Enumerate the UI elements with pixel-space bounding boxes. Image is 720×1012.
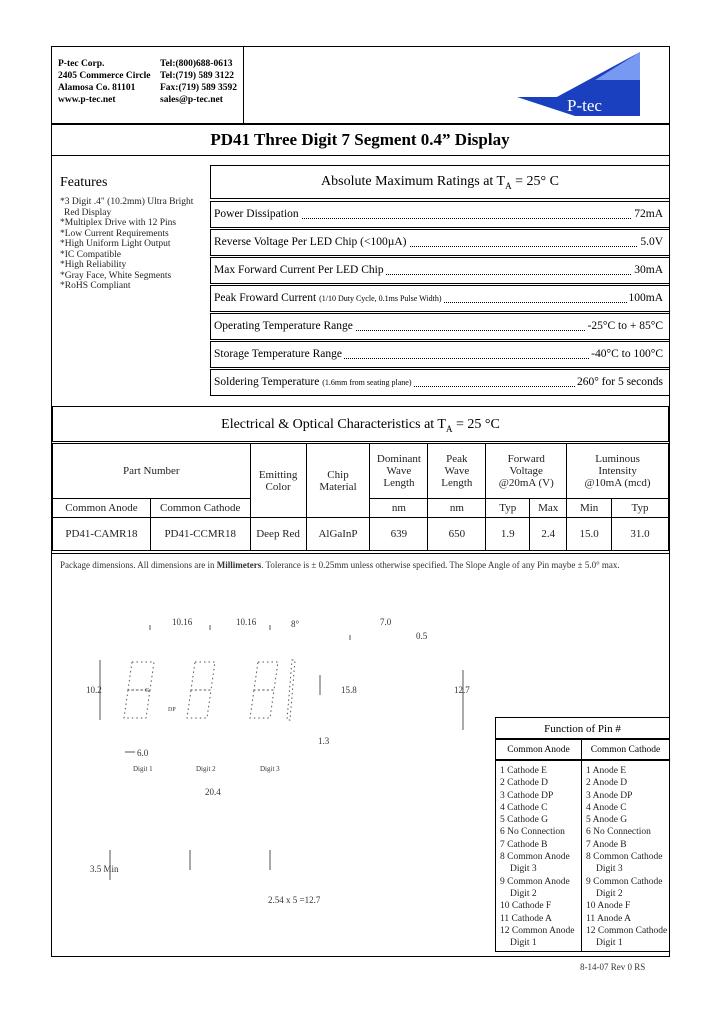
feature-item: *Gray Face, White Segments [60,270,172,281]
package-divider [51,553,670,554]
common-anode-head: Common Anode [53,499,151,518]
pin-item: 5 Anode G [586,815,628,826]
max-head: Max [530,499,567,518]
ratings-title [210,165,670,199]
logo-text: P-tec [567,96,602,115]
pin-item: 11 Anode A [586,913,632,924]
company-contact [160,58,237,106]
pin-item: 8 Common Anode [500,852,570,863]
feature-item: *IC Compatible [60,249,121,260]
rating-value: 260° for 5 seconds [576,376,663,388]
rating-label: Power Dissipation [214,208,299,220]
ptec-logo [515,50,645,120]
pin-item: 6 No Connection [500,827,565,838]
eo-title-text: Electrical & Optical Characteristics at T [221,417,446,432]
feature-item: *Multiplex Drive with 12 Pins [60,218,177,228]
header-divider [243,46,244,124]
rating-label: Max Forward Current Per LED Chip [214,264,384,276]
package-note: Package dimensions. All dimensions are in Millimeters. Tolerance is ± 0.25mm unless otherwise specified. The Slope Angle of any Pin maybe ± 5.0° max. [60,560,620,570]
forward-voltage-head: Forward Voltage @20mA (V) [486,444,567,499]
unit-nm: nm [370,499,428,518]
company-website: www.p-tec.net [58,95,116,105]
pin-item: 9 Common Cathode [586,876,663,887]
rating-value: 72mA [634,208,663,220]
chip-material-head: Chip Material [306,444,370,518]
pin-item: 12 Common Cathode [586,925,668,936]
ratings-title-text: Absolute Maximum Ratings at T [321,174,506,189]
revision-footer: 8-14-07 Rev 0 RS [580,962,646,972]
dim-10-2: 10.2 [86,685,102,695]
luminous-intensity-head: Luminous Intensity @10mA (mcd) [567,444,669,499]
pin-item: 10 Anode F [586,901,631,912]
feature-item: *Low Current Requirements [60,228,169,239]
dim-6-0: 6.0 [137,748,149,758]
pin-item: Digit 1 [596,938,623,949]
rating-label: Peak Froward Current [214,292,320,304]
contact-email: sales@p-tec.net [160,95,223,105]
rating-row-power [210,201,670,228]
dim-3-5-min: 3.5 Min [90,864,119,874]
company-address [58,58,151,106]
company-city: Alamosa Co. 81101 [58,83,136,93]
contact-tel-1: Tel:(800)688-0613 [160,59,233,69]
min-head: Min [567,499,612,518]
pin-item: 3 Cathode DP [500,790,554,801]
pin-item: 10 Cathode F [500,901,552,912]
contact-fax: Fax:(719) 589 3592 [160,83,238,93]
features-list [60,197,206,292]
eo-table [52,443,669,551]
company-name: P-tec Corp. [58,59,105,69]
rating-note: (1.6mm from seating plane) [322,378,412,387]
vf-typ: 1.9 [486,518,530,551]
page-title: PD41 Three Digit 7 Segment 0.4” Display [210,130,510,149]
rating-label: Storage Temperature Range [214,348,342,360]
rating-value: -25°C to + 85°C [587,320,663,332]
iv-min: 15.0 [567,518,612,551]
pin-item: 12 Common Anode [500,925,575,936]
pin-item: 11 Cathode A [500,913,552,924]
digit-2-label: Digit 2 [196,765,216,773]
eo-title-sub: A [445,423,453,434]
pin-cathode-head: Common Cathode [581,739,670,760]
dim-0-5: 0.5 [416,631,428,641]
vf-max: 2.4 [530,518,567,551]
feature-item: *3 Digit .4" (10.2mm) Ultra Bright [60,197,194,207]
pin-item: 2 Cathode D [500,778,549,789]
digit-3-label: Digit 3 [260,765,280,773]
pin-item: Digit 2 [596,888,623,899]
peak-wavelength: 650 [428,518,486,551]
iv-typ: 31.0 [612,518,669,551]
rating-row-soldering-temp [210,369,670,396]
part-anode: PD41-CAMR18 [53,518,151,551]
dim-10-16-b: 10.16 [236,617,257,627]
rating-row-operating-temp [210,313,670,340]
dim-15-8: 15.8 [341,685,357,695]
feature-item: *High Reliability [60,260,127,270]
pin-item: Digit 2 [510,888,537,899]
typ-head: Typ [486,499,530,518]
rating-value: -40°C to 100°C [591,348,663,360]
feature-item: *High Uniform Light Output [60,239,171,249]
dim-1-3: 1.3 [318,736,330,746]
rating-label: Reverse Voltage Per LED Chip (<100µA) [214,236,407,248]
pin-item: 4 Cathode C [500,802,548,813]
pin-item: 1 Anode E [586,766,627,776]
rating-row-storage-temp [210,341,670,368]
company-street: 2405 Commerce Circle [58,71,151,81]
rating-value: 5.0V [640,236,663,248]
contact-tel-2: Tel:(719) 589 3122 [160,71,235,81]
pin-item: Digit 1 [510,938,537,949]
rating-value: 100mA [628,292,663,304]
dim-12-7: 12.7 [454,685,470,695]
eo-title [52,406,669,442]
dim-20-4: 20.4 [205,787,221,797]
rating-label: Operating Temperature Range [214,320,353,332]
pin-item: 5 Cathode G [500,815,549,826]
pin-item: 4 Anode C [586,802,627,813]
seg-dp-label: DP [168,707,176,713]
rating-row-forward-current [210,257,670,284]
rating-row-peak-current [210,285,670,312]
pin-item: 3 Anode DP [586,790,633,801]
emitting-color-head: Emitting Color [250,444,306,518]
dim-angle: 8° [291,619,300,629]
pin-item: 9 Common Anode [500,876,570,887]
dim-7-0: 7.0 [380,617,392,627]
pin-cathode-list [581,760,670,952]
pin-anode-head: Common Anode [495,739,582,760]
ratings-title-sub: A [505,180,512,191]
dim-10-16-a: 10.16 [172,617,193,627]
rating-label: Soldering Temperature [214,376,323,388]
unit-nm: nm [428,499,486,518]
typ-head: Typ [612,499,669,518]
pin-item: 8 Common Cathode [586,852,663,863]
part-cathode: PD41-CCMR18 [150,518,250,551]
pin-function-title: Function of Pin # [495,717,670,739]
peak-wavelength-head: Peak Wave Length [428,444,486,499]
rating-value: 30mA [634,264,663,276]
pin-item: 7 Cathode B [500,839,548,850]
features-heading: Features [60,175,108,190]
pin-item: 6 No Connection [586,827,651,838]
dominant-wavelength-head: Dominant Wave Length [370,444,428,499]
part-number-head: Part Number [53,444,251,499]
ratings-title-temp: = 25° C [511,174,559,189]
pin-anode-list [495,760,582,952]
pin-item: Digit 3 [510,864,537,875]
pin-item: 7 Anode B [586,839,627,850]
digit-1-label: Digit 1 [133,765,153,773]
dim-pin-pitch: 2.54 x 5 =12.7 [268,895,321,905]
pin-item: Digit 3 [596,864,623,875]
rating-note: (1/10 Duty Cycle, 0.1ms Pulse Width) [319,294,442,303]
chip-material: AlGaInP [306,518,370,551]
seg-g-label: G [145,688,150,694]
pin-item: 1 Cathode E [500,766,547,776]
dominant-wavelength: 639 [370,518,428,551]
rating-row-reverse-voltage [210,229,670,256]
feature-item: Red Display [64,207,112,218]
eo-title-temp: = 25 °C [452,417,500,432]
emitting-color: Deep Red [250,518,306,551]
pin-item: 2 Anode D [586,778,628,789]
feature-item: *RoHS Compliant [60,281,131,291]
common-cathode-head: Common Cathode [150,499,250,518]
package-drawing [80,600,500,920]
